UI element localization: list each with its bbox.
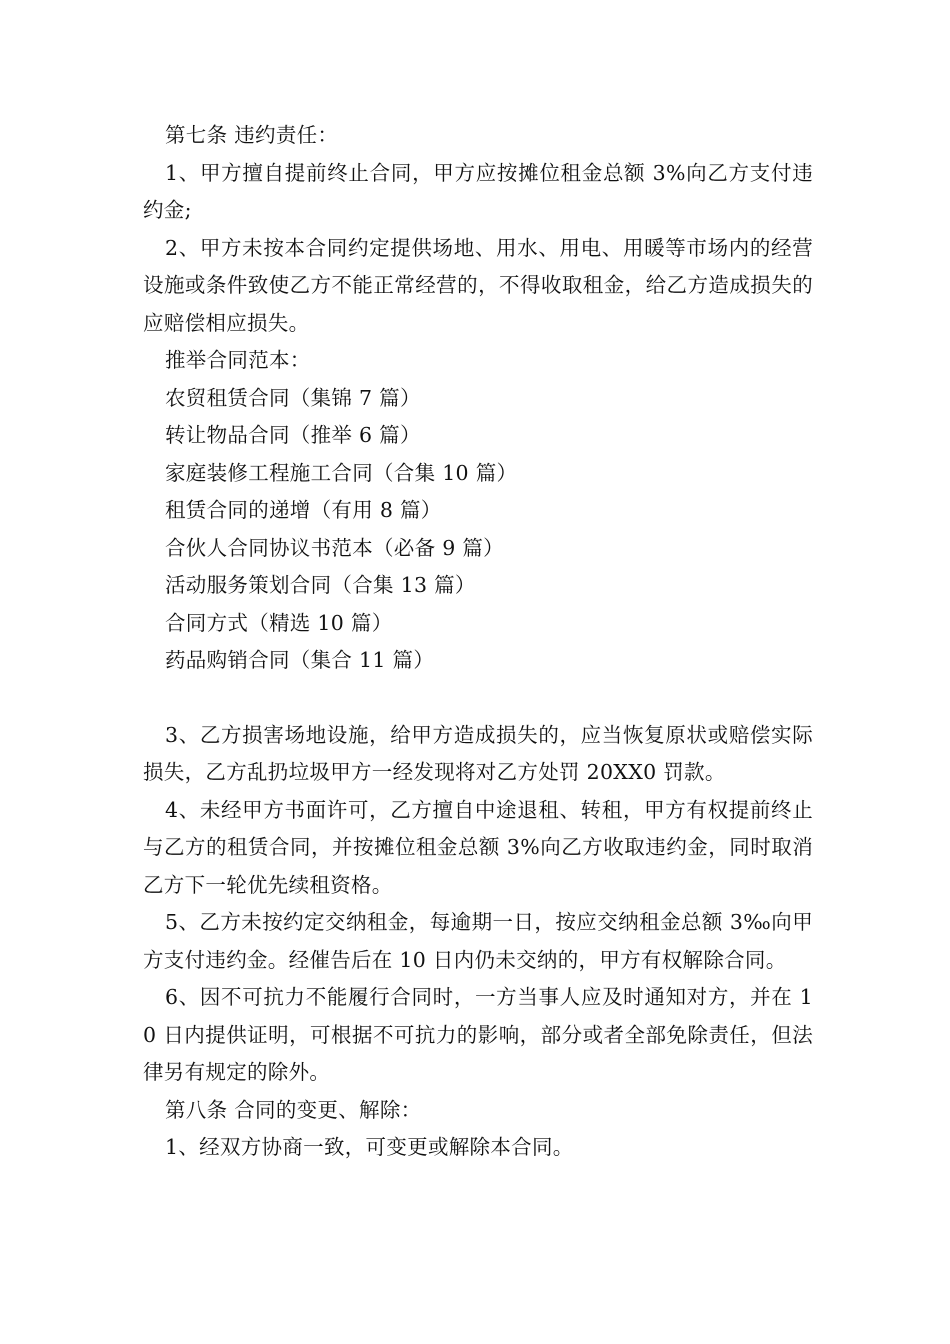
clause-7-1: 1、甲方擅自提前终止合同，甲方应按摊位租金总额 3%向乙方支付违约金; (143, 160, 813, 222)
clause-7-4: 4、未经甲方书面许可，乙方擅自中途退租、转租，甲方有权提前终止与乙方的租赁合同，并按摊位租金总额 3%向乙方收取违约金，同时取消乙方下一轮优先续租资格。 (143, 797, 813, 897)
recommend-title: 推举合同范本： (165, 348, 311, 372)
recommend-link[interactable]: 农贸租赁合同（集锦 7 篇） (165, 385, 421, 410)
section-7-title: 第七条 违约责任： (165, 123, 339, 147)
clause-7-5: 5、乙方未按约定交纳租金，每逾期一日，按应交纳租金总额 3‰向甲方支付违约金。经催告后在 10 日内仍未交纳的，甲方有权解除合同。 (143, 910, 813, 972)
recommend-link[interactable]: 转让物品合同（推举 6 篇） (165, 423, 421, 447)
recommend-link[interactable]: 租赁合同的递增（有用 8 篇） (165, 498, 442, 522)
section-8-title: 第八条 合同的变更、解除： (165, 1097, 422, 1122)
recommend-link[interactable]: 合同方式（精选 10 篇） (165, 610, 393, 635)
recommend-link[interactable]: 合伙人合同协议书范本（必备 9 篇） (165, 535, 504, 560)
recommend-link[interactable]: 活动服务策划合同（合集 13 篇） (165, 573, 476, 597)
clause-7-6: 6、因不可抗力不能履行合同时，一方当事人应及时通知对方，并在 10 日内提供证明，可根据不可抗力的影响，部分或者全部免除责任，但法律另有规定的除外。 (143, 985, 813, 1084)
blank-line (143, 680, 813, 717)
clause-7-3: 3、乙方损害场地设施，给甲方造成损失的，应当恢复原状或赔偿实际损失，乙方乱扔垃圾甲方一经发现将对乙方处罚 20XX0 罚款。 (143, 722, 813, 784)
recommend-link[interactable]: 药品购销合同（集合 11 篇） (165, 648, 435, 672)
recommend-list (143, 380, 813, 680)
recommend-link[interactable]: 家庭装修工程施工合同（合集 10 篇） (165, 460, 518, 485)
clause-8-1: 1、经双方协商一致，可变更或解除本合同。 (165, 1135, 574, 1159)
clause-7-2: 2、甲方未按本合同约定提供场地、用水、用电、用暖等市场内的经营设施或条件致使乙方不能正常经营的，不得收取租金，给乙方造成损失的应赔偿相应损失。 (143, 235, 813, 335)
document-page (143, 117, 813, 1167)
